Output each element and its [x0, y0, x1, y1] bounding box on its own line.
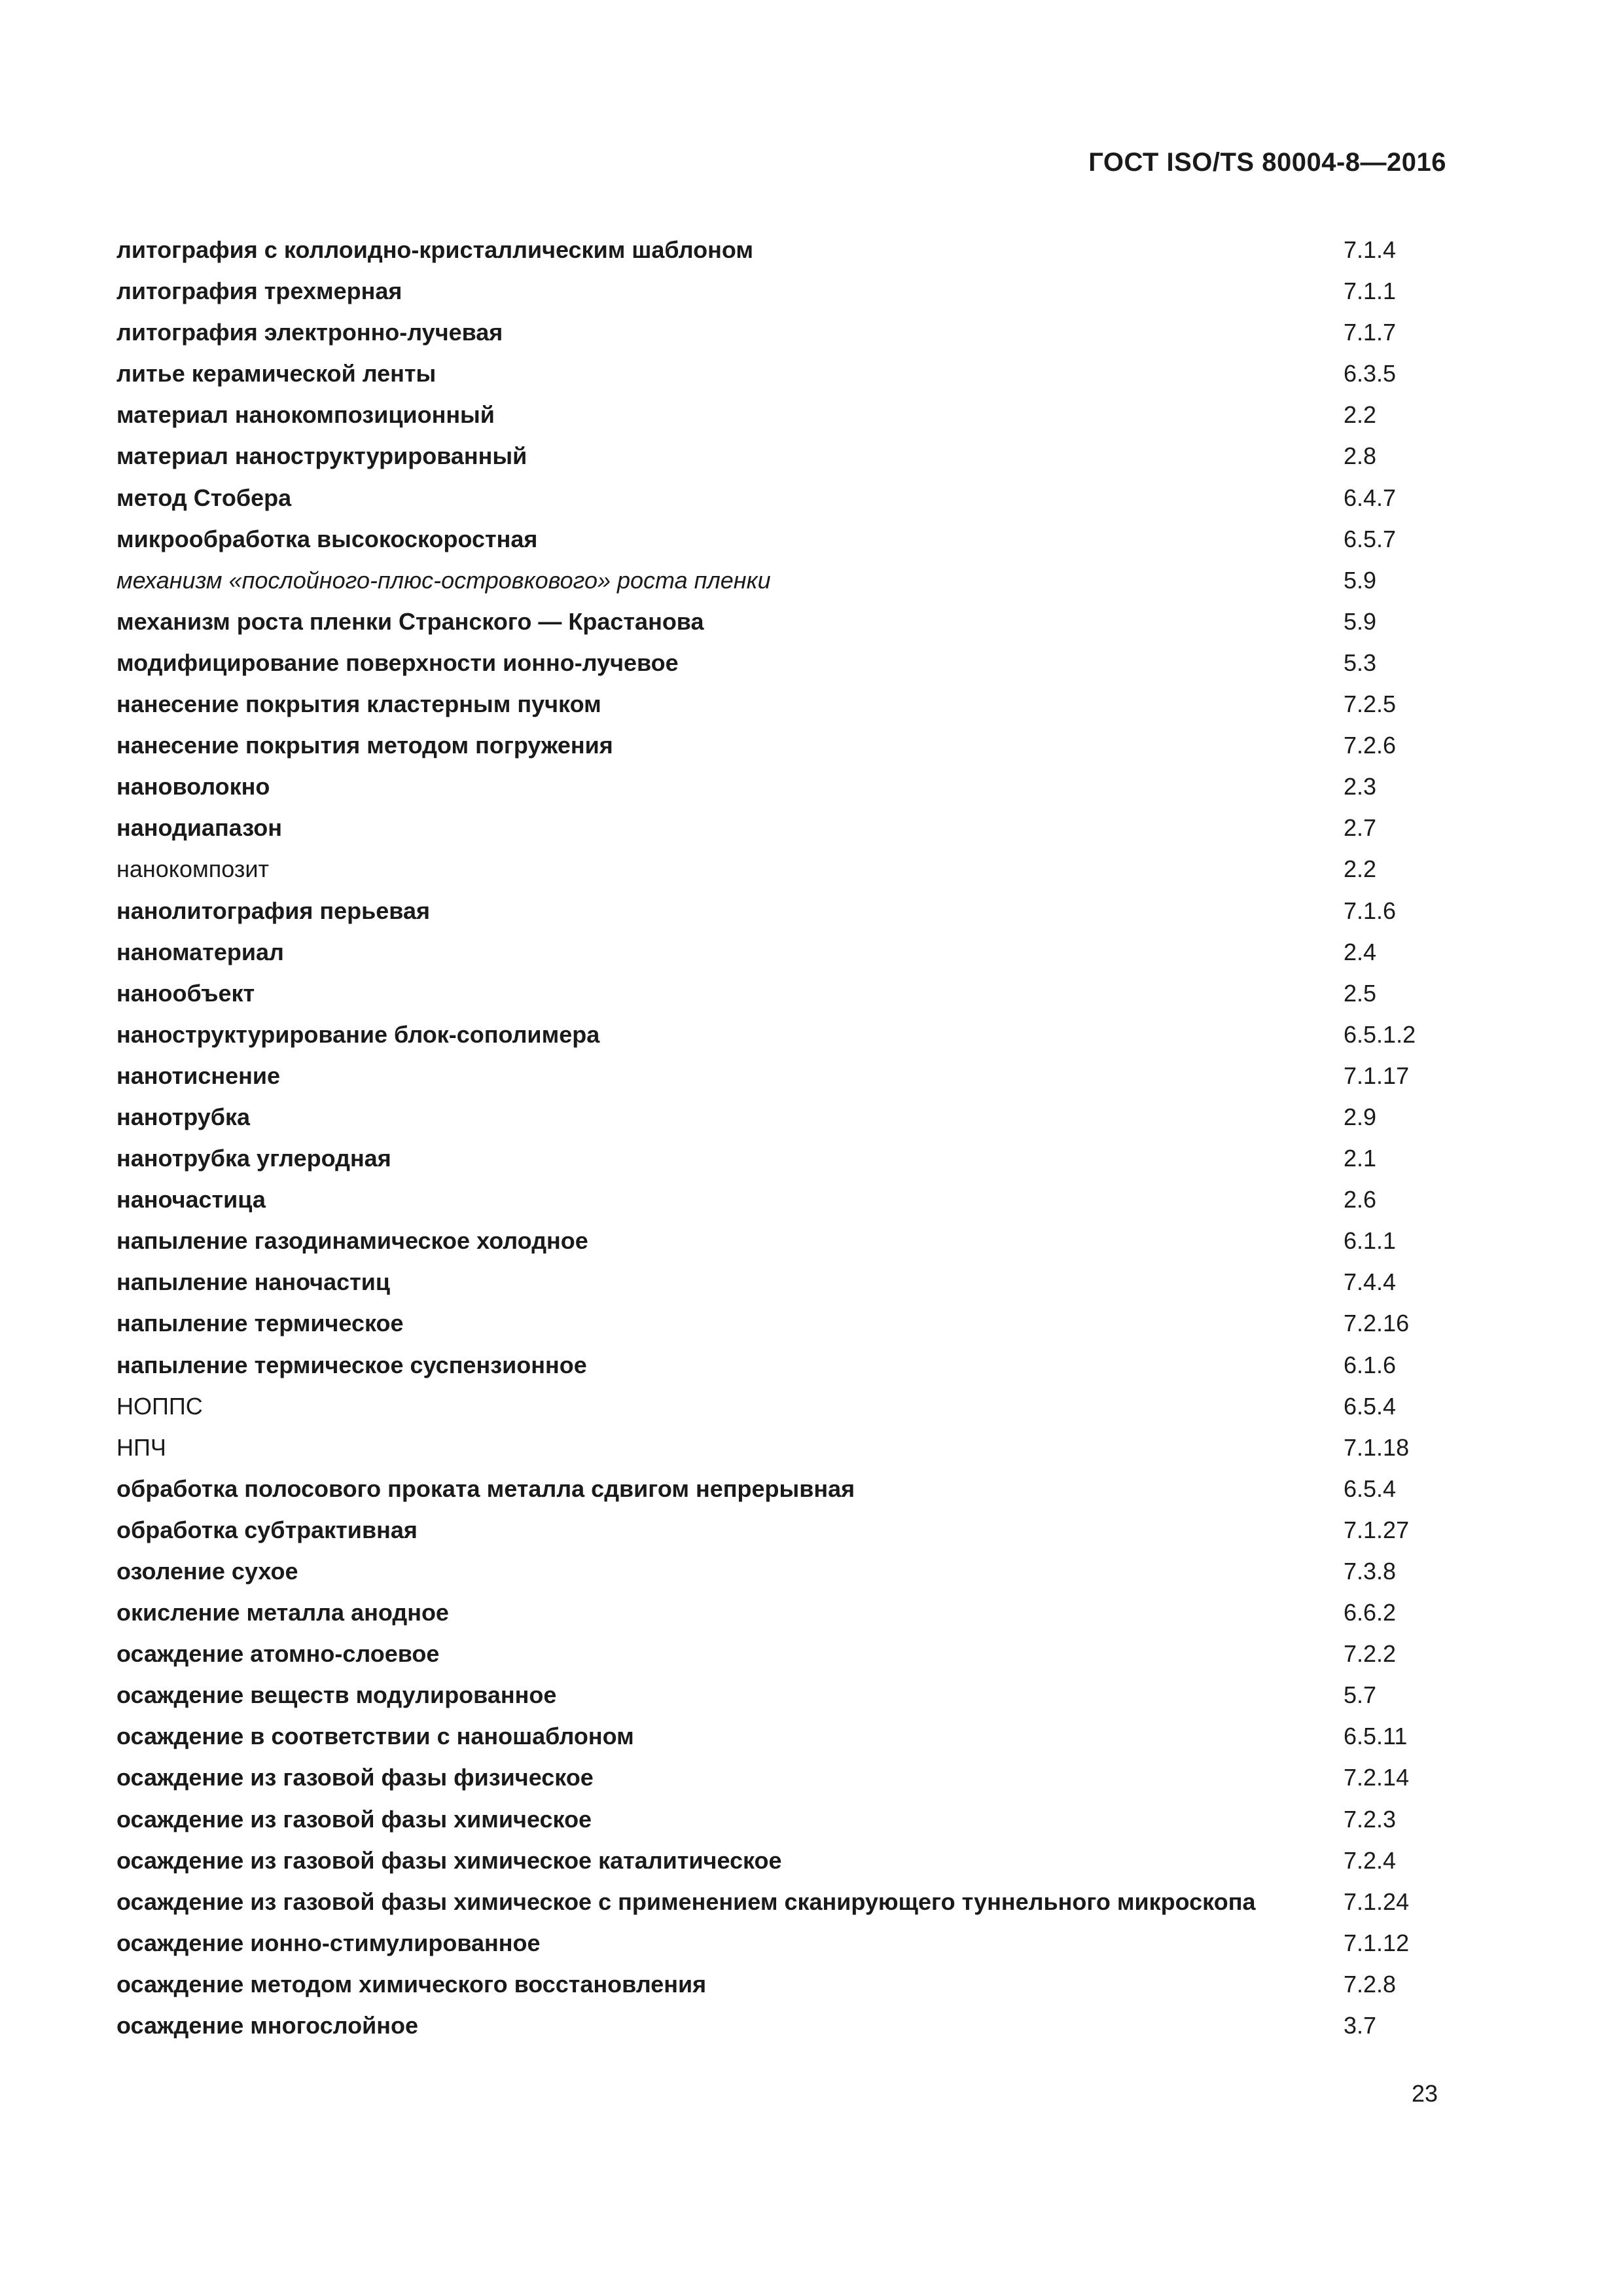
index-entry — [116, 601, 1458, 642]
index-entry — [116, 229, 1458, 270]
index-term: напыление термическое — [116, 1310, 404, 1337]
index-entry — [116, 1468, 1458, 1509]
index-term: наноструктурирование блок-сополимера — [116, 1020, 600, 1048]
index-term: механизм роста пленки Странского — Крастанова — [116, 607, 704, 635]
index-entry — [116, 2005, 1458, 2046]
index-reference: 2.4 — [1344, 938, 1377, 965]
index-term: осаждение атомно-слоевое — [116, 1640, 440, 1668]
index-term: наночастица — [116, 1186, 266, 1213]
index-term: нанотиснение — [116, 1062, 281, 1089]
index-entry — [116, 1674, 1458, 1715]
index-entry — [116, 1840, 1458, 1881]
index-term: НПЧ — [116, 1433, 166, 1461]
index-entry — [116, 1551, 1458, 1592]
index-term: литография электронно-лучевая — [116, 319, 503, 346]
index-reference: 6.5.4 — [1344, 1392, 1397, 1420]
index-reference: 7.2.14 — [1344, 1764, 1410, 1791]
index-term: осаждение из газовой фазы химическое каталитическое — [116, 1846, 782, 1874]
index-entry — [116, 1881, 1458, 1922]
index-entry — [116, 560, 1458, 601]
index-reference: 2.3 — [1344, 773, 1377, 800]
index-entry — [116, 1138, 1458, 1179]
index-entry — [116, 1055, 1458, 1096]
index-term: напыление термическое суспензионное — [116, 1351, 587, 1378]
index-entry — [116, 518, 1458, 560]
index-reference: 7.1.24 — [1344, 1888, 1410, 1915]
index-entry — [116, 1633, 1458, 1674]
index-reference: 6.5.4 — [1344, 1475, 1397, 1502]
index-term: нанотрубка — [116, 1103, 251, 1130]
index-reference: 7.1.27 — [1344, 1516, 1410, 1543]
index-term: осаждение методом химического восстановления — [116, 1970, 707, 1998]
index-reference: 6.5.1.2 — [1344, 1020, 1416, 1048]
index-term: нанотрубка углеродная — [116, 1145, 391, 1172]
index-reference: 7.1.4 — [1344, 236, 1397, 263]
index-entry — [116, 1427, 1458, 1468]
index-term: напыление наночастиц — [116, 1268, 391, 1296]
index-reference: 7.2.16 — [1344, 1310, 1410, 1337]
index-reference: 6.3.5 — [1344, 360, 1397, 387]
index-reference: 6.6.2 — [1344, 1599, 1397, 1626]
index-entry — [116, 1014, 1458, 1055]
index-term: нановолокно — [116, 773, 270, 800]
index-reference: 2.2 — [1344, 401, 1377, 429]
index-reference: 7.1.12 — [1344, 1929, 1410, 1956]
index-reference: 5.9 — [1344, 607, 1377, 635]
index-term: литография с коллоидно-кристаллическим шаблоном — [116, 236, 753, 263]
index-reference: 2.6 — [1344, 1186, 1377, 1213]
index-term: механизм «послойного-плюс-островкового» роста пленки — [116, 566, 771, 594]
index-reference: 6.5.7 — [1344, 525, 1397, 552]
index-term: осаждение из газовой фазы химическое с применением сканирующего туннельного микроскопа — [116, 1888, 1256, 1915]
index-term: литье керамической ленты — [116, 360, 437, 387]
index-term: микрообработка высокоскоростная — [116, 525, 538, 552]
index-entry — [116, 435, 1458, 476]
index-term: нанодиапазон — [116, 814, 282, 842]
index-reference: 6.5.11 — [1344, 1723, 1408, 1750]
index-entry — [116, 642, 1458, 683]
index-entry — [116, 1386, 1458, 1427]
index-reference: 6.4.7 — [1344, 484, 1397, 511]
index-entry — [116, 1302, 1458, 1344]
index-entry — [116, 1344, 1458, 1386]
index-entry — [116, 973, 1458, 1014]
index-reference: 7.4.4 — [1344, 1268, 1397, 1296]
index-reference: 7.1.18 — [1344, 1433, 1410, 1461]
index-entry — [116, 725, 1458, 766]
index-entry — [116, 807, 1458, 848]
index-reference: 7.2.5 — [1344, 691, 1397, 718]
index-term: обработка полосового проката металла сдвигом непрерывная — [116, 1475, 855, 1502]
index-term: нанесение покрытия методом погружения — [116, 732, 613, 759]
index-term: напыление газодинамическое холодное — [116, 1227, 588, 1255]
index-term: нанесение покрытия кластерным пучком — [116, 691, 601, 718]
index-reference: 7.1.6 — [1344, 897, 1397, 924]
index-term: осаждение из газовой фазы физическое — [116, 1764, 594, 1791]
index-entry — [116, 1509, 1458, 1551]
index-entry — [116, 353, 1458, 394]
document-header: ГОСТ ISO/TS 80004-8—2016 — [1088, 148, 1446, 177]
index-reference: 7.2.3 — [1344, 1805, 1397, 1833]
index-term: метод Стобера — [116, 484, 292, 511]
index-term: НОППС — [116, 1392, 203, 1420]
index-entry — [116, 270, 1458, 312]
index-reference: 7.2.2 — [1344, 1640, 1397, 1668]
index-term: осаждение веществ модулированное — [116, 1681, 557, 1709]
index-term: осаждение из газовой фазы химическое — [116, 1805, 592, 1833]
index-term: нанолитография перьевая — [116, 897, 430, 924]
index-entry — [116, 1592, 1458, 1633]
index-entry — [116, 683, 1458, 725]
index-entry — [116, 394, 1458, 435]
index-reference: 7.1.7 — [1344, 319, 1397, 346]
alphabetical-index — [116, 229, 1458, 2046]
index-entry — [116, 1179, 1458, 1220]
index-term: наноматериал — [116, 938, 284, 965]
index-reference: 6.1.1 — [1344, 1227, 1397, 1255]
index-term: осаждение в соответствии с наношаблоном — [116, 1723, 634, 1750]
index-reference: 7.2.6 — [1344, 732, 1397, 759]
index-entry — [116, 890, 1458, 931]
index-reference: 5.3 — [1344, 649, 1377, 676]
index-reference: 7.1.17 — [1344, 1062, 1410, 1089]
index-entry — [116, 1757, 1458, 1798]
index-term: обработка субтрактивная — [116, 1516, 418, 1543]
index-reference: 5.7 — [1344, 1681, 1377, 1709]
index-entry — [116, 1799, 1458, 1840]
index-reference: 2.1 — [1344, 1145, 1377, 1172]
index-reference: 2.2 — [1344, 855, 1377, 883]
index-term: окисление металла анодное — [116, 1599, 449, 1626]
index-reference: 6.1.6 — [1344, 1351, 1397, 1378]
index-entry — [116, 1261, 1458, 1302]
index-term: материал наноструктурированный — [116, 442, 527, 470]
index-reference: 7.2.8 — [1344, 1970, 1397, 1998]
index-entry — [116, 1964, 1458, 2005]
index-reference: 5.9 — [1344, 566, 1377, 594]
index-term: литография трехмерная — [116, 278, 402, 305]
index-reference: 7.2.4 — [1344, 1846, 1397, 1874]
index-term: осаждение многослойное — [116, 2012, 418, 2039]
index-entry — [116, 1096, 1458, 1138]
index-reference: 7.3.8 — [1344, 1558, 1397, 1585]
index-reference: 2.9 — [1344, 1103, 1377, 1130]
index-entry — [116, 766, 1458, 807]
index-entry — [116, 477, 1458, 518]
index-term: модифицирование поверхности ионно-лучевое — [116, 649, 679, 676]
index-reference: 2.7 — [1344, 814, 1377, 842]
index-entry — [116, 1922, 1458, 1964]
index-reference: 2.8 — [1344, 442, 1377, 470]
index-reference: 2.5 — [1344, 979, 1377, 1007]
index-reference: 7.1.1 — [1344, 278, 1397, 305]
index-term: озоление сухое — [116, 1558, 298, 1585]
index-entry — [116, 931, 1458, 973]
index-term: нанокомпозит — [116, 855, 269, 883]
index-term: нанообъект — [116, 979, 255, 1007]
index-reference: 3.7 — [1344, 2012, 1377, 2039]
index-term: осаждение ионно-стимулированное — [116, 1929, 541, 1956]
index-entry — [116, 1220, 1458, 1261]
index-entry — [116, 1715, 1458, 1757]
page-number: 23 — [1411, 2080, 1438, 2107]
index-term: материал нанокомпозиционный — [116, 401, 495, 429]
index-entry — [116, 848, 1458, 889]
index-entry — [116, 312, 1458, 353]
